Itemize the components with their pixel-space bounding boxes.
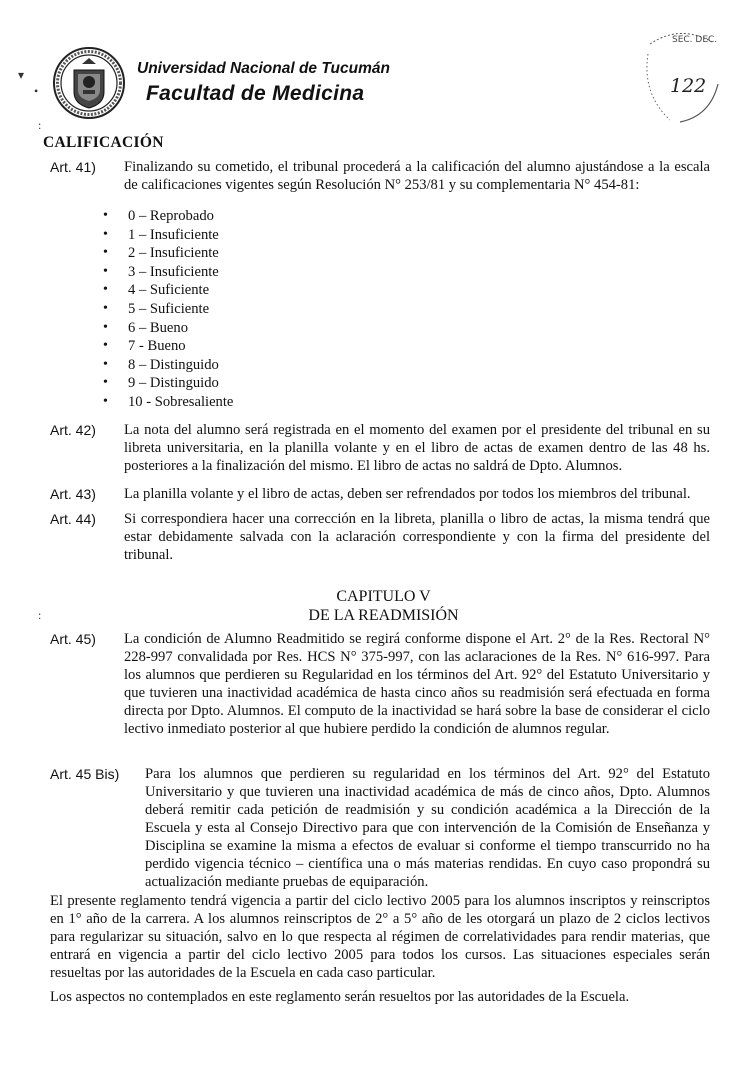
article-text: Si correspondiera hacer una corrección en la libreta, planilla o libro de actas, la misma tendrá que estar debidamente salvada con la aclaración correspondiente y con la firma del presidente del tribunal.: [124, 511, 710, 563]
article-label: Art. 45 Bis): [50, 766, 120, 782]
chapter-title: DE LA READMISIÓN: [308, 607, 459, 624]
list-item: • 7 - Bueno: [103, 337, 233, 356]
article-text: La condición de Alumno Readmitido se regirá conforme dispone el Art. 2° de la Res. Rectoral N° 228-997 convalidada por Res. HCS N° 375-997, con las aclaraciones de la Res. N° 616-997. Para los alumnos que perdieren su Regularidad en los términos del Art. 92° del Estatuto Universitario y que tuvieren una inactividad académica de hasta cinco años su readmisión será efectuada en forma directa por Dpto. Alumnos. El computo de la inactividad se hará sobre la base de considerar el ciclo lectivo inmediato posterior al que hubiere perdido la condición de alumnos regular.: [124, 631, 710, 737]
list-item: • 2 – Insuficiente: [103, 244, 233, 263]
margin-mark: :: [38, 608, 42, 622]
article-text: La planilla volante y el libro de actas, deben ser refrendados por todos los miembros del tribunal.: [124, 486, 691, 502]
article-label: Art. 42): [50, 422, 96, 438]
stamp-number: 122: [670, 75, 707, 97]
list-item: • 9 – Distinguido: [103, 374, 233, 393]
list-item: • 4 – Suficiente: [103, 281, 233, 300]
article-label: Art. 44): [50, 511, 96, 527]
faculty-name: Facultad de Medicina: [146, 82, 365, 105]
article-45-bis: [50, 765, 710, 891]
margin-mark: ▾: [18, 68, 25, 82]
article-label: Art. 45): [50, 631, 96, 647]
article-44: [50, 510, 710, 564]
article-text: La nota del alumno será registrada en el momento del examen por el presidente del tribunal en su libreta universitaria, en la planilla volante y en el libro de actas de examen dentro de las 48 hs. posteriores a la finalización del mismo. El libro de actas no saldrá de Dpto. Alumnos.: [124, 422, 710, 474]
list-item: • 5 – Suficiente: [103, 300, 233, 319]
article-43: [50, 485, 710, 503]
article-text: Para los alumnos que perdieren su regularidad en los términos del Art. 92° del Estatuto Universitario y que tuvieren una inactividad académica de más de cinco años, Dpto. Alumnos deberá remitir cada petición de readmisión y su condición académica a la Dirección de la Escuela y esta al Consejo Directivo para que con intervención de la Comisión de Enseñanza y Disciplina se examine la misma a efectos de evaluar si conforme el tiempo transcurrido no ha perdido vigencia técnico – científica una o más materias rendidas. En cuyo caso propondrá su actualización mediante pruebas de equiparación.: [145, 766, 710, 890]
chapter-number: CAPITULO V: [336, 588, 431, 605]
list-item: • 3 – Insuficiente: [103, 263, 233, 282]
article-42: [50, 421, 710, 475]
list-item: • 10 - Sobresaliente: [103, 393, 233, 412]
closing-paragraph: Los aspectos no contemplados en este reglamento serán resueltos por las autoridades de la Escuela.: [50, 989, 630, 1005]
validity-paragraph: El presente reglamento tendrá vigencia a partir del ciclo lectivo 2005 para los alumnos inscriptos y reinscriptos en 1° año de la carrera. A los alumnos reinscriptos de 2° a 5° año de les otorgará un plazo de 2 ciclos lectivos para regularizar su situación, salvo en lo que respecta al régimen de correlatividades para rendir materias, que entrará en vigencia a partir del ciclo lectivo 2005 para todos los cursos. Las situaciones especiales serán resueltas por las autoridades de la Escuela en cada caso particular.: [50, 893, 710, 981]
stamp-text: SEC. DEC.: [672, 35, 718, 45]
margin-mark: •: [34, 84, 39, 98]
grade-scale-list: [103, 207, 233, 412]
list-item: • 1 – Insuficiente: [103, 226, 233, 245]
margin-mark: :: [38, 118, 42, 132]
list-item: • 0 – Reprobado: [103, 207, 233, 226]
section-title: CALIFICACIÓN: [43, 134, 164, 151]
article-label: Art. 43): [50, 486, 96, 502]
university-seal-icon: [52, 46, 126, 120]
article-41: [50, 158, 710, 194]
article-text: Finalizando su cometido, el tribunal procederá a la calificación del alumno ajustándose a la escala de calificaciones vigentes según Resolución N° 253/81 y su complementaria N° 454-81:: [124, 159, 710, 193]
list-item: • 8 – Distinguido: [103, 356, 233, 375]
article-label: Art. 41): [50, 159, 96, 175]
article-45: [50, 630, 710, 738]
office-stamp-icon: [640, 24, 720, 124]
institution-name: Universidad Nacional de Tucumán: [137, 60, 390, 77]
list-item: • 6 – Bueno: [103, 319, 233, 338]
